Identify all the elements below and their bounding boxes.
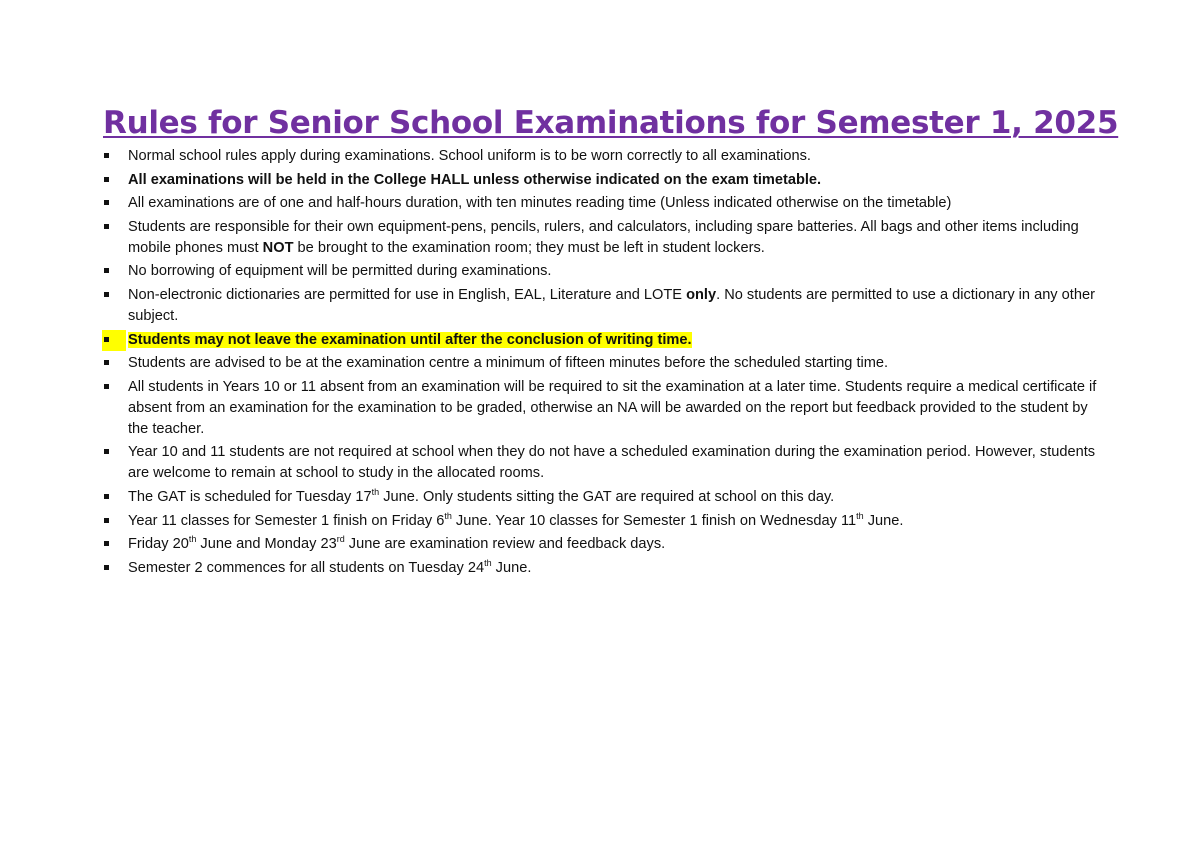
square-bullet-icon [104,565,109,570]
rule-text-part: . No students are permitted to use a dictionary in any other subject. [128,286,1095,324]
square-bullet-icon [104,518,109,523]
rule-text: Normal school rules apply during examinations. School uniform is to be worn correctly to all examinations. [128,148,811,164]
highlight-marker [102,330,126,351]
ordinal-suffix: th [444,510,452,521]
ordinal-suffix: rd [336,534,345,545]
rule-item-highlighted [104,330,1104,351]
rule-text [128,287,1095,324]
rule-text: No borrowing of equipment will be permitted during examinations. [128,263,552,280]
rule-item [104,442,1104,484]
rule-text: Students are advised to be at the examination centre a minimum of fifteen minutes before the scheduled starting time. [128,355,889,372]
rule-text: All students in Years 10 or 11 absent from an examination will be required to sit the examination at a later time. Students require a medical certificate if absent from an examination for the examination to be graded, otherwise an NA will be awarded on the report but feedback provided to the student by the teacher. [128,378,1097,437]
rule-emphasis: NOT [262,239,294,256]
square-bullet-icon [104,200,109,205]
square-bullet-icon [104,360,109,365]
ordinal-suffix: th [188,534,197,545]
document-title: Rules for Senior School Examinations for Semester 1, 2025 [103,105,1119,141]
rule-item [104,285,1104,327]
rule-text [128,536,665,552]
rule-text [128,557,532,576]
square-bullet-icon [104,153,109,158]
rule-text-part: Students are responsible for their own equipment-pens, pencils, rulers, and calculators, including spare batteries. All bags and other items including mobile phones must [128,218,1079,256]
rule-text-part: June. Only students sitting the GAT are required at school on this day. [379,488,835,505]
rules-list [104,146,1104,581]
rule-item [104,511,1104,532]
rule-text-part: Year 11 classes for Semester 1 finish on Friday 6 [128,512,445,529]
rule-item [104,193,1104,214]
rule-text-part: June. Year 10 classes for Semester 1 finish on Wednesday 11 [451,512,857,529]
ordinal-suffix: th [856,510,864,521]
rule-item [104,261,1104,282]
ordinal-suffix: th [371,487,380,498]
rule-text-part: The GAT is scheduled for Tuesday 17 [128,488,372,505]
rule-text-part: June are examination review and feedback days. [344,536,666,553]
rule-text-part: be brought to the examination room; they must be left in student lockers. [293,239,765,256]
square-bullet-icon [104,541,109,546]
square-bullet-icon [104,224,109,229]
rule-item [104,353,1104,374]
rule-text-part: Non-electronic dictionaries are permitted for use in English, EAL, Literature and LOTE [128,286,687,303]
rule-item [104,487,1104,508]
rule-text [128,219,1079,256]
square-bullet-icon [104,449,109,454]
ordinal-suffix: th [484,557,492,568]
rule-item [104,377,1104,440]
rule-item [104,170,1104,191]
square-bullet-icon [104,384,109,389]
rule-text: All examinations are of one and half-hours duration, with ten minutes reading time (Unless indicated otherwise on the timetable) [128,195,952,212]
rule-text-part: Semester 2 commences for all students on Tuesday 24 [128,559,485,576]
rule-text: Year 10 and 11 students are not required at school when they do not have a scheduled examination during the examination period. However, students are welcome to remain at school to study in the allocated rooms. [128,444,1096,482]
square-bullet-icon [104,494,109,499]
rule-text-part: June and Monday 23 [196,536,337,553]
square-bullet-icon [104,292,109,297]
rule-text [128,510,904,529]
rule-item [104,146,1104,167]
rule-text [128,489,834,505]
square-bullet-icon [104,268,109,273]
rule-item [104,558,1104,579]
square-bullet-icon [104,177,109,182]
rule-item [104,217,1104,259]
rule-text: All examinations will be held in the College HALL unless otherwise indicated on the exam timetable. [128,171,822,188]
rule-text-part: June. [491,559,532,576]
rule-emphasis: only [686,286,717,303]
square-bullet-icon [104,337,109,342]
rule-text-part: June. [863,512,904,529]
rule-item [104,534,1104,555]
rule-text-part: Friday 20 [128,536,189,553]
rule-text: Students may not leave the examination until after the conclusion of writing time. [128,331,692,348]
